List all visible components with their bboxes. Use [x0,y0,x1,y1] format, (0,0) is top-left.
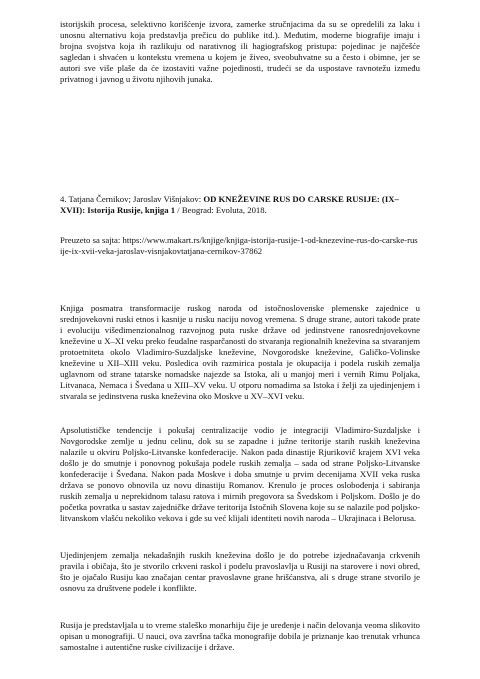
book-reference [60,194,420,216]
reference-number: 4. [60,194,67,204]
body-paragraph-2: Apsolutističke tendencije i pokušaj centralizacije vodio je integraciji Vladimiro-Suzdaljske i Novgorodske zemlje u jednu celinu, dok su se zapadne i južne teritorije starih ruskih kneževina nalazile u okviru Poljsko-Litvanske konfederacije. Nakon pada dinastije Rjurikovič krajem XVI veka došlo je do smutnje i ponovnog pokušaja podele ruskih zemalja – sada od strane Poljsko-Litvanske konfederacije i Šveđana. Nakon pada Moskve i doba smutnje u prvim decenijama XVII veka ruska država se ponovo obnovila uz novu dinastiju Romanov. Krenulo je proces oslobođenja i sabiranja ruskih zemalja u neprekidnom talasu ratova i mirnih pregovora sa Švedskom i Poljskom. Došlo je do početka povratka u sastav zajedničke države teritorija Istočnih Slovena koje su se nalazile pod poljsko-litvanskom vlašću nekoliko vekova i gde su već klijali identiteti novih naroda – Ukrajinaca i Belorusa. [60,425,420,523]
body-paragraph-1: Knjiga posmatra transformacije ruskog naroda od istočnoslovenske plemenske zajednice u srednjovekovni ruski etnos i kasnije u rusku naciju novog vremena. S druge strane, autori takođe prate i evoluciju višedimenzionalnog razvojnog puta ruske države od jedinstvene ranosrednjovekovne kneževine u X–XI veku preko feudalne rasparčanosti do stvaranja regionalnih kneževina sa stvaranjem protoetniteta okolo Vladimiro-Suzdaljske kneževine, Novgorodske kneževine, Galičko-Volinske kneževine u XII–XIII veku. Posledica ovih razmirica postala je okupacija i podela ruskih zemalja uglavnom od strane tatarske nomadske najezde sa Istoka, ali u manjoj meri i vernih Rimu Poljaka, Litvanaca, Nemaca i Šveđana u XIII–XV veku. U otporu nomadima sa Istoka i želji za ujedinjenjem i stvarala se jedinstvena ruska kneževina oko Moskve u XV–XVI veku. [60,303,420,401]
reference-publisher: / Beograd: Evoluta, 2018. [177,205,267,215]
body-paragraph-4: Rusija je predstavljala u to vreme staleško monarhiju čije je uređenje i način delovanja veoma slikovito opisan u monografiji. U nauci, ova završna tačka monografije dobila je priznanje kao trenutak vrhunca samostalne i autentične ruske civilizacije i države. [60,620,420,652]
body-paragraph-3: Ujedinjenjem zemalja nekadašnjih ruskih kneževina došlo je do potrebe izjednačavanja crkvenih pravila i običaja, što je stvorilo crkveni raskol i podelu pravoslavlja u Rusiji na starovere i novi obred, što je ojačalo Rusiju kao značajan centar pravoslavne grane hrišćanstva, ali s druge strane stvorilo je osnovu za društvene podele i konflikte. [60,550,420,593]
intro-paragraph: istorijskih procesa, selektivno korišćenje izvora, zamerke stručnjacima da su se opredelili za laku i unosnu alternativu koja predstavlja prečicu do publike itd.). Međutim, moderne biografije imaju i brojna svojstva koja ih razlikuju od narativnog ili hagiografskog pristupa: pojedinac je najčešće sagledan i shvaćen u kontekstu vremena u kojem je živeo, sveobuhvatne su a često i obimne, jer se autori sve više plaše da će izostaviti važne pojedinosti, trudeći se da uspostave ravnotežu između privatnog i javnog u životu njihovih junaka. [60,19,420,84]
source-url: https://www.makart.rs/knjige/knjiga-istorija-rusije-1-od-knezevine-rus-do-carske-rusije-ix-xvii-veka-jaroslav-visnjakovtatjana-cernikov-37862 [60,235,418,256]
reference-title: OD KNEŽEVINE RUS DO CARSKE RUSIJE: (IX–XVII): Istorija Rusije, knjiga 1 [60,194,399,215]
source-label: Preuzeto sa sajta: [60,235,121,245]
source-line [60,235,420,257]
reference-authors: Tatjana Černikov; Jaroslav Višnjakov: [68,194,202,204]
